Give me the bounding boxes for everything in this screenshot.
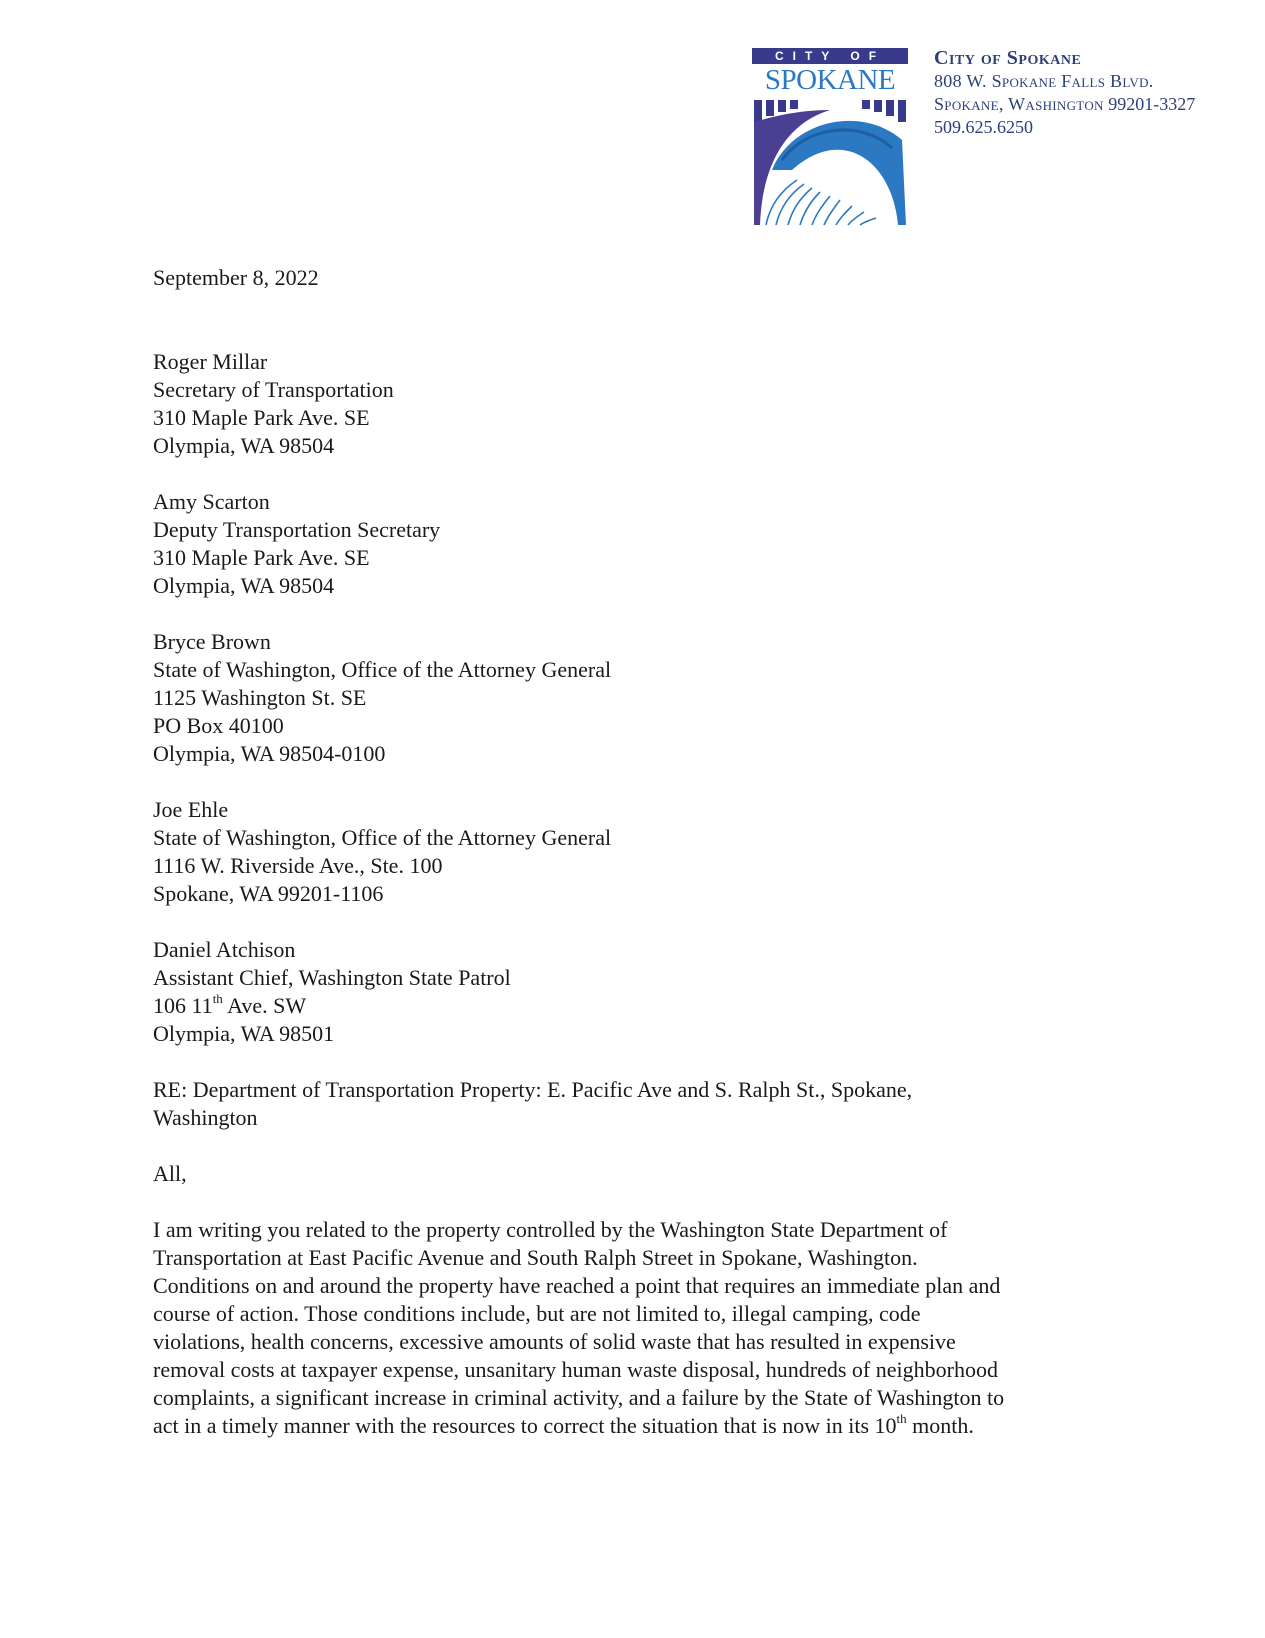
paragraph-line: Conditions on and around the property have reached a point that requires an immediate plan and (153, 1273, 1001, 1298)
logo-wordmark: SPOKANE (764, 64, 896, 96)
recipient-city: Olympia, WA 98501 (153, 1021, 335, 1046)
recipient-title: Deputy Transportation Secretary (153, 517, 441, 542)
recipient-block (153, 628, 1103, 768)
letterhead (0, 0, 1265, 240)
recipient-name: Amy Scarton (153, 489, 270, 514)
paragraph-line: complaints, a significant increase in criminal activity, and a failure by the State of Washington to (153, 1385, 1005, 1410)
recipient-address: 310 Maple Park Ave. SE (153, 405, 370, 430)
recipient-city: Spokane, WA 99201-1106 (153, 881, 384, 906)
recipient-block (153, 348, 1103, 460)
logo-band (752, 48, 908, 64)
paragraph-line: course of action. Those conditions include, but are not limited to, illegal camping, code (153, 1301, 921, 1326)
paragraph-line: removal costs at taxpayer expense, unsanitary human waste disposal, hundreds of neighborhood (153, 1357, 998, 1382)
paragraph-line: act in a timely manner with the resources to correct the situation that is now in its 10th month. (153, 1410, 974, 1438)
recipient-title: Assistant Chief, Washington State Patrol (153, 965, 511, 990)
paragraph-line: I am writing you related to the property controlled by the Washington State Department of (153, 1217, 948, 1242)
recipient-name: Roger Millar (153, 349, 268, 374)
letterhead-address (934, 47, 1195, 139)
salutation: All, (153, 1161, 187, 1186)
recipient-title: State of Washington, Office of the Attorney General (153, 657, 612, 682)
subject-line (153, 1076, 1103, 1132)
org-street: 808 W. Spokane Falls Blvd. (934, 71, 1154, 91)
recipient-po-box: PO Box 40100 (153, 713, 284, 738)
letter-body (153, 264, 1103, 1440)
logo-band-text: CITY OF (774, 49, 886, 63)
org-city-state: Spokane, Washington (934, 94, 1104, 114)
org-name: City of Spokane (934, 47, 1082, 69)
org-zip: 99201-3327 (1108, 94, 1196, 114)
paragraph-line: violations, health concerns, excessive amounts of solid waste that has resulted in expensive (153, 1329, 956, 1354)
recipient-block (153, 488, 1103, 600)
recipient-block (153, 936, 1103, 1048)
recipient-title: State of Washington, Office of the Attorney General (153, 825, 612, 850)
recipient-name: Joe Ehle (153, 797, 229, 822)
recipient-address: 310 Maple Park Ave. SE (153, 545, 370, 570)
recipient-name: Bryce Brown (153, 629, 271, 654)
body-paragraph (153, 1216, 1103, 1440)
recipient-city: Olympia, WA 98504 (153, 433, 335, 458)
subject-line-2: Washington (153, 1105, 258, 1130)
recipient-title: Secretary of Transportation (153, 377, 394, 402)
recipient-address: 1125 Washington St. SE (153, 685, 367, 710)
recipient-block (153, 796, 1103, 908)
recipient-city: Olympia, WA 98504 (153, 573, 335, 598)
recipient-city: Olympia, WA 98504-0100 (153, 741, 386, 766)
letter-date: September 8, 2022 (153, 265, 319, 290)
recipient-address: 106 11th Ave. SW (153, 990, 307, 1018)
city-logo (752, 48, 908, 230)
bridge-falls-icon (752, 100, 908, 230)
subject-line-1: RE: Department of Transportation Property: E. Pacific Ave and S. Ralph St., Spokane, (153, 1077, 913, 1102)
paragraph-line: Transportation at East Pacific Avenue and South Ralph Street in Spokane, Washington. (153, 1245, 918, 1270)
recipient-address: 1116 W. Riverside Ave., Ste. 100 (153, 853, 443, 878)
recipient-name: Daniel Atchison (153, 937, 296, 962)
org-phone: 509.625.6250 (934, 117, 1033, 137)
